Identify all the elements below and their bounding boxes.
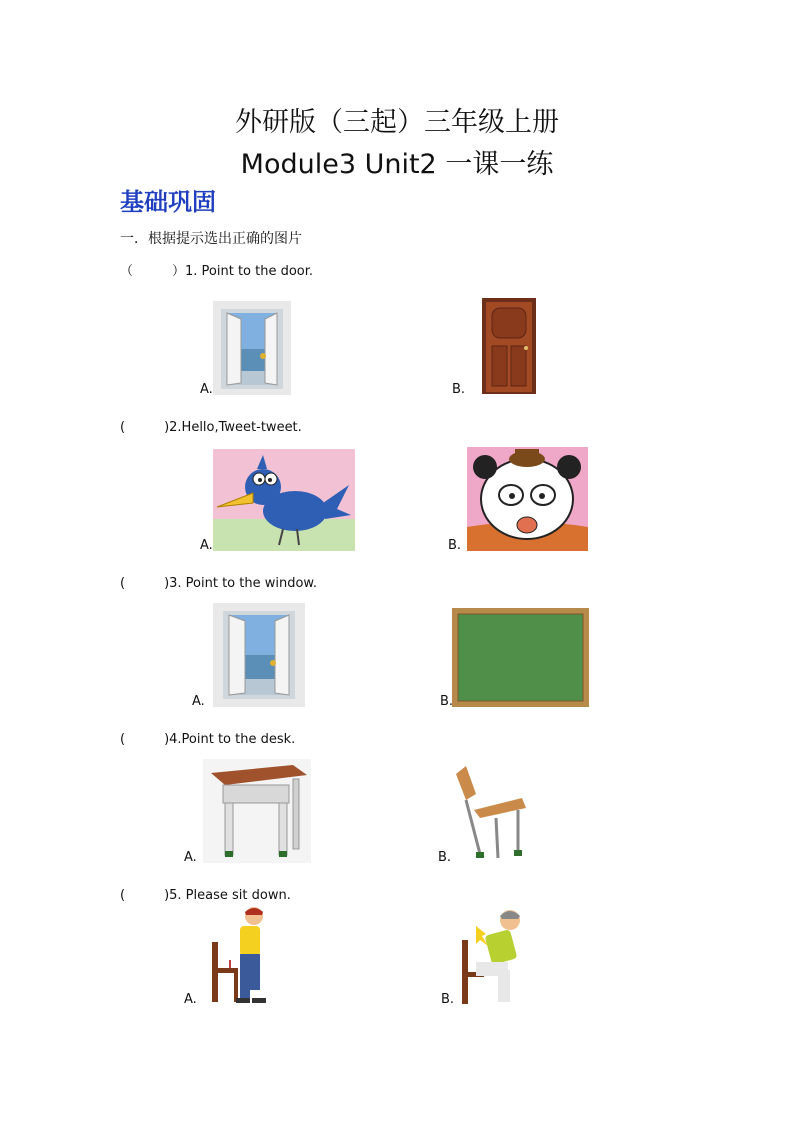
question-2-option-b: B. bbox=[448, 538, 462, 553]
blackboard-icon bbox=[452, 608, 589, 707]
page-title-line2: Module3 Unit2 一课一练 bbox=[240, 149, 554, 180]
desk-icon bbox=[203, 759, 311, 863]
question-4-option-a: A. bbox=[184, 850, 197, 865]
page-title-line1: 外研版（三起）三年级上册 bbox=[235, 107, 559, 138]
question-5-stem: ( )5. Please sit down. bbox=[120, 888, 291, 903]
question-3-stem: ( )3. Point to the window. bbox=[120, 576, 317, 591]
bird-icon bbox=[213, 449, 355, 551]
question-2-stem: ( )2.Hello,Tweet-tweet. bbox=[120, 420, 302, 435]
question-5-option-b: B. bbox=[441, 992, 455, 1007]
window-icon bbox=[213, 603, 305, 707]
stand-up-icon bbox=[210, 906, 268, 1004]
question-1-stem: （ ）1. Point to the door. bbox=[120, 264, 314, 279]
question-5-option-a: A. bbox=[184, 992, 197, 1007]
door-icon bbox=[482, 298, 536, 394]
section-heading: 基础巩固 bbox=[120, 187, 216, 216]
question-1-option-b: B. bbox=[452, 382, 466, 397]
question-1-option-a: A. bbox=[200, 382, 213, 397]
chair-icon bbox=[452, 764, 528, 862]
sit-down-icon bbox=[458, 906, 530, 1006]
question-3-option-a: A. bbox=[192, 694, 205, 709]
question-3-option-b: B. bbox=[440, 694, 454, 709]
window-icon bbox=[213, 301, 291, 395]
question-2-option-a: A. bbox=[200, 538, 213, 553]
instruction-text: 一．根据提示选出正确的图片 bbox=[120, 231, 302, 247]
panda-icon bbox=[467, 447, 588, 551]
question-4-stem: ( )4.Point to the desk. bbox=[120, 732, 296, 747]
question-4-option-b: B. bbox=[438, 850, 452, 865]
